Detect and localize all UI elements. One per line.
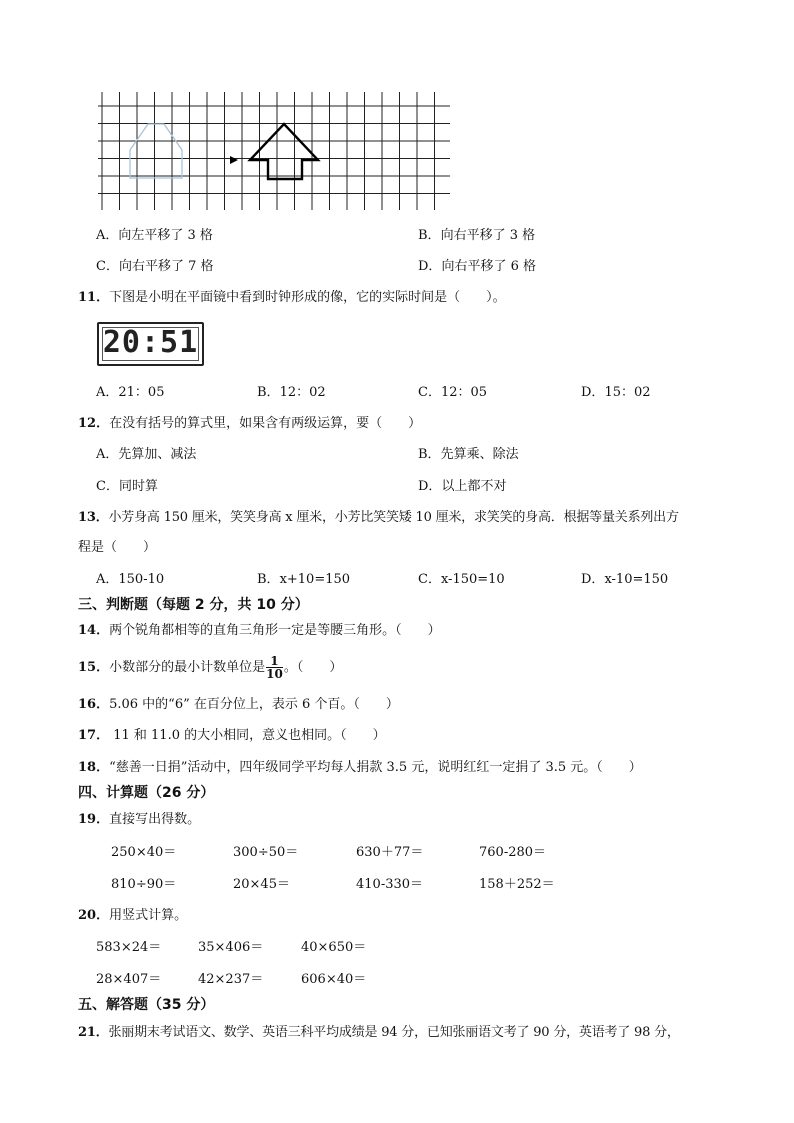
question-text: 用竖式计算。 (109, 908, 188, 923)
q11-option-d[interactable] (581, 385, 651, 401)
q10-option-b[interactable] (418, 228, 535, 244)
question-text: 小数部分的最小计数单位是 (109, 660, 266, 675)
question-number: 19． (78, 812, 110, 827)
q19-expression: 20×45＝ (233, 877, 290, 892)
option-letter: A． (96, 572, 119, 587)
option-text: 向右平移了 3 格 (440, 228, 536, 243)
q13-option-d[interactable] (581, 572, 668, 588)
question-text: 在没有括号的算式里，如果含有两级运算，要（ ） (109, 416, 422, 431)
question-number: 20． (78, 908, 110, 923)
q12-question (78, 416, 421, 432)
option-letter: D． (581, 385, 605, 400)
option-text: 15：02 (604, 385, 651, 400)
question-number: 12． (78, 416, 110, 431)
q19-question (78, 812, 200, 828)
arrow-marker-icon (230, 156, 238, 164)
option-text: 同时算 (118, 479, 158, 494)
option-letter: A． (96, 385, 119, 400)
q19-expression: 760-280＝ (479, 845, 547, 860)
option-text: 向左平移了 3 格 (118, 228, 213, 243)
q19-expression: 630＋77＝ (356, 845, 424, 860)
q15-question (78, 654, 342, 682)
question-number: 11． (78, 290, 110, 305)
question-text: “慈善一日捐”活动中，四年级同学平均每人捐款 3.5 元，说明红红一定捐了 3.5 元。（ ） (109, 760, 642, 775)
option-text: 先算乘、除法 (440, 447, 519, 462)
q17-question (78, 728, 386, 744)
question-text-tail: 。（ ） (283, 660, 343, 675)
question-number: 17． (78, 728, 110, 743)
question-number: 13． (78, 510, 109, 525)
q19-expression: 158＋252＝ (479, 877, 555, 892)
option-text: x-10=150 (604, 572, 669, 587)
option-text: 150-10 (118, 572, 165, 587)
question-number: 15． (78, 660, 110, 675)
option-text: x-150=10 (440, 572, 505, 587)
q14-question (78, 623, 441, 639)
option-text: 以上都不对 (441, 479, 507, 494)
q13-option-a[interactable] (96, 572, 164, 588)
fraction-numerator: 1 (266, 655, 283, 668)
fraction-denominator: 10 (266, 667, 283, 681)
option-text: 12：02 (279, 385, 326, 400)
question-number: 21． (78, 1025, 109, 1040)
q10-option-d[interactable] (418, 259, 536, 275)
question-text: 5.06 中的“6” 在百分位上，表示 6 个百。（ ） (109, 697, 399, 712)
q20-expression: 606×40＝ (301, 972, 367, 987)
q20-question (78, 908, 187, 924)
q13-question-line2: 程是（ ） (78, 540, 157, 555)
question-text: 两个锐角都相等的直角三角形一定是等腰三角形。（ ） (109, 623, 441, 638)
q11-option-a[interactable] (96, 385, 164, 401)
clock-digits: 20:51 (102, 325, 199, 360)
translation-grid-figure (98, 90, 452, 212)
q20-expression: 40×650＝ (301, 940, 367, 955)
option-text: x+10=150 (279, 572, 351, 587)
question-text: 小芳身高 150 厘米，笑笑身高 x 厘米，小芳比笑笑矮 10 厘米，求笑笑的身高．根据等量关系列出方 (108, 510, 679, 525)
option-letter: C． (418, 572, 441, 587)
q19-expression: 300÷50＝ (233, 845, 299, 860)
option-letter: C． (96, 259, 119, 274)
question-text: 11 和 11.0 的大小相同，意义也相同。（ ） (109, 728, 386, 743)
q18-question (78, 760, 642, 776)
q12-option-a[interactable] (96, 447, 196, 463)
option-letter: B． (418, 447, 441, 462)
q13-option-b[interactable] (257, 572, 350, 588)
option-letter: D． (418, 259, 442, 274)
q21-question (78, 1025, 680, 1041)
section-heading-judgement: 三、判断题（每题 2 分，共 10 分） (78, 597, 309, 613)
option-text: 向右平移了 7 格 (118, 259, 214, 274)
option-letter: B． (418, 228, 441, 243)
q12-option-c[interactable] (96, 479, 158, 495)
question-number: 18． (78, 760, 110, 775)
q11-option-b[interactable] (257, 385, 326, 401)
option-text: 21：05 (118, 385, 165, 400)
q12-option-d[interactable] (418, 479, 506, 495)
q10-option-c[interactable] (96, 259, 214, 275)
q10-option-a[interactable] (96, 228, 213, 244)
q19-expression: 250×40＝ (111, 845, 177, 860)
q20-expression: 35×406＝ (198, 940, 264, 955)
option-letter: A． (96, 228, 119, 243)
q13-question-line1 (78, 510, 679, 526)
q20-expression: 42×237＝ (198, 972, 264, 987)
question-text: 直接写出得数。 (109, 812, 201, 827)
section-heading-word-problems: 五、解答题（35 分） (78, 997, 215, 1013)
fraction-one-tenth (266, 655, 283, 680)
option-text: 12：05 (440, 385, 488, 400)
question-number: 16． (78, 697, 110, 712)
question-number: 14． (78, 623, 110, 638)
option-letter: D． (418, 479, 442, 494)
question-text: 张丽期末考试语文、数学、英语三科平均成绩是 94 分，已知张丽语文考了 90 分，英语考了 98 分， (108, 1025, 680, 1040)
digital-clock-mirror-image (97, 322, 204, 366)
option-letter: B． (257, 385, 280, 400)
question-text: 下图是小明在平面镜中看到时钟形成的像，它的实际时间是（ ）。 (109, 290, 506, 305)
q20-expression: 583×24＝ (96, 940, 162, 955)
q19-expression: 810÷90＝ (111, 877, 177, 892)
option-text: 向右平移了 6 格 (441, 259, 536, 274)
option-letter: D． (581, 572, 605, 587)
option-letter: C． (96, 479, 119, 494)
translated-house-shape (250, 124, 318, 179)
option-letter: A． (96, 447, 119, 462)
q12-option-b[interactable] (418, 447, 519, 463)
q11-question (78, 290, 506, 306)
section-heading-calculation: 四、计算题（26 分） (78, 785, 215, 801)
original-house-shape (130, 124, 182, 178)
q20-expression: 28×407＝ (96, 972, 162, 987)
q16-question (78, 697, 399, 713)
q11-option-c[interactable] (418, 385, 487, 401)
option-letter: C． (418, 385, 441, 400)
option-letter: B． (257, 572, 280, 587)
q13-option-c[interactable] (418, 572, 505, 588)
q19-expression: 410-330＝ (356, 877, 424, 892)
option-text: 先算加、减法 (118, 447, 197, 462)
